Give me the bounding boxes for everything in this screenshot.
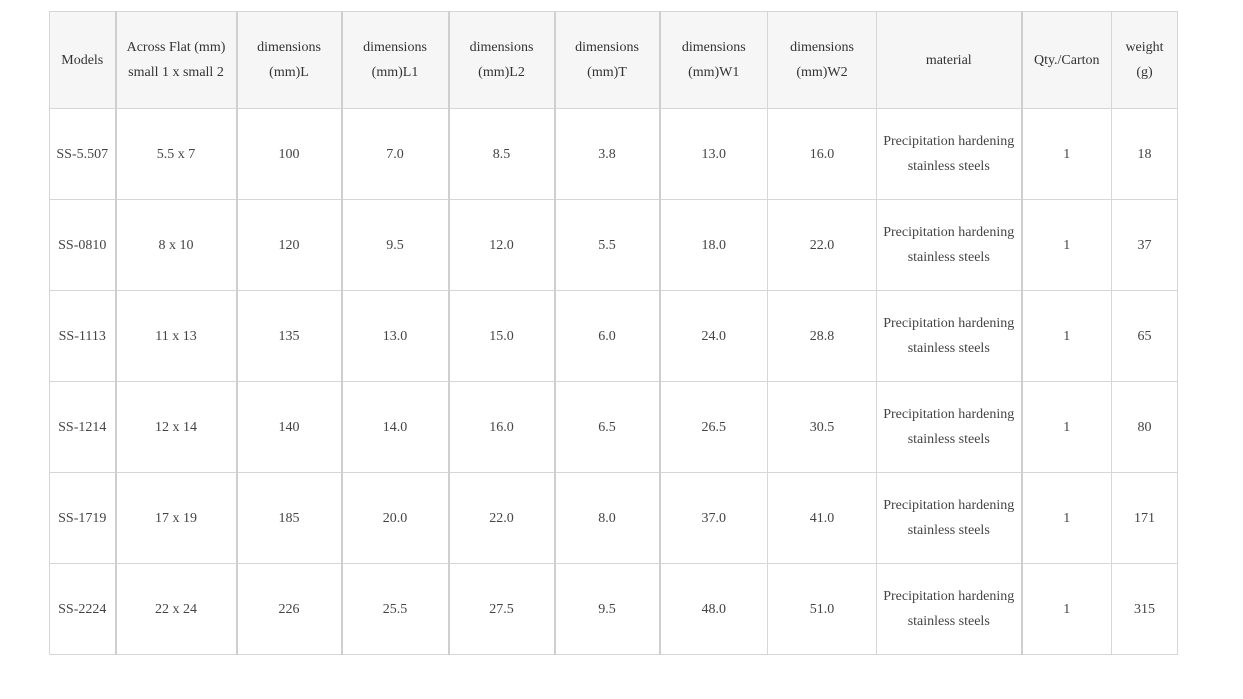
header-row <box>50 12 1178 109</box>
cell-qty-carton: 1 <box>1022 564 1112 655</box>
cell-weight: 18 <box>1112 109 1178 200</box>
cell-model: SS-1719 <box>50 473 116 564</box>
cell-dimension-l: 100 <box>237 109 342 200</box>
cell-dimension-l: 226 <box>237 564 342 655</box>
cell-weight: 171 <box>1112 473 1178 564</box>
cell-qty-carton: 1 <box>1022 291 1112 382</box>
cell-material: Precipitation hardening stainless steels <box>877 473 1022 564</box>
cell-dimension-t: 6.5 <box>555 382 660 473</box>
cell-weight: 65 <box>1112 291 1178 382</box>
cell-model: SS-5.507 <box>50 109 116 200</box>
table-row <box>50 382 1178 473</box>
cell-dimension-t: 3.8 <box>555 109 660 200</box>
cell-dimension-w2: 28.8 <box>768 291 877 382</box>
cell-weight: 37 <box>1112 200 1178 291</box>
cell-dimension-w2: 51.0 <box>768 564 877 655</box>
header-dimension-l2: dimensions (mm)L2 <box>449 12 555 109</box>
cell-dimension-l: 135 <box>237 291 342 382</box>
table-row <box>50 564 1178 655</box>
cell-dimension-w1: 24.0 <box>660 291 768 382</box>
table-row <box>50 473 1178 564</box>
cell-dimension-l1: 13.0 <box>342 291 449 382</box>
cell-dimension-l2: 15.0 <box>449 291 555 382</box>
cell-model: SS-1113 <box>50 291 116 382</box>
cell-model: SS-2224 <box>50 564 116 655</box>
cell-material: Precipitation hardening stainless steels <box>877 200 1022 291</box>
cell-material: Precipitation hardening stainless steels <box>877 564 1022 655</box>
cell-dimension-t: 6.0 <box>555 291 660 382</box>
cell-qty-carton: 1 <box>1022 382 1112 473</box>
header-qty-carton: Qty./Carton <box>1022 12 1112 109</box>
cell-dimension-w1: 26.5 <box>660 382 768 473</box>
table-row <box>50 200 1178 291</box>
cell-across-flat: 8 x 10 <box>116 200 237 291</box>
cell-weight: 315 <box>1112 564 1178 655</box>
cell-dimension-l: 120 <box>237 200 342 291</box>
cell-dimension-t: 5.5 <box>555 200 660 291</box>
cell-model: SS-1214 <box>50 382 116 473</box>
cell-dimension-l1: 14.0 <box>342 382 449 473</box>
cell-dimension-l1: 7.0 <box>342 109 449 200</box>
cell-dimension-l2: 16.0 <box>449 382 555 473</box>
cell-weight: 80 <box>1112 382 1178 473</box>
cell-dimension-l2: 22.0 <box>449 473 555 564</box>
cell-dimension-w1: 37.0 <box>660 473 768 564</box>
header-weight: weight (g) <box>1112 12 1178 109</box>
cell-across-flat: 17 x 19 <box>116 473 237 564</box>
cell-material: Precipitation hardening stainless steels <box>877 382 1022 473</box>
cell-dimension-l: 140 <box>237 382 342 473</box>
header-across-flat: Across Flat (mm) small 1 x small 2 <box>116 12 237 109</box>
cell-across-flat: 11 x 13 <box>116 291 237 382</box>
cell-dimension-t: 9.5 <box>555 564 660 655</box>
cell-qty-carton: 1 <box>1022 109 1112 200</box>
cell-dimension-w1: 13.0 <box>660 109 768 200</box>
cell-dimension-w2: 41.0 <box>768 473 877 564</box>
cell-dimension-l2: 12.0 <box>449 200 555 291</box>
cell-across-flat: 12 x 14 <box>116 382 237 473</box>
cell-dimension-l1: 25.5 <box>342 564 449 655</box>
header-dimension-l1: dimensions (mm)L1 <box>342 12 449 109</box>
cell-material: Precipitation hardening stainless steels <box>877 291 1022 382</box>
header-dimension-l: dimensions (mm)L <box>237 12 342 109</box>
cell-qty-carton: 1 <box>1022 200 1112 291</box>
cell-across-flat: 5.5 x 7 <box>116 109 237 200</box>
header-dimension-w2: dimensions (mm)W2 <box>768 12 877 109</box>
cell-dimension-l1: 9.5 <box>342 200 449 291</box>
header-material: material <box>877 12 1022 109</box>
cell-dimension-w2: 30.5 <box>768 382 877 473</box>
spec-table <box>49 11 1178 655</box>
cell-dimension-l2: 27.5 <box>449 564 555 655</box>
cell-dimension-w2: 16.0 <box>768 109 877 200</box>
header-dimension-t: dimensions (mm)T <box>555 12 660 109</box>
header-dimension-w1: dimensions (mm)W1 <box>660 12 768 109</box>
cell-material: Precipitation hardening stainless steels <box>877 109 1022 200</box>
spec-table-container <box>49 11 1178 655</box>
cell-qty-carton: 1 <box>1022 473 1112 564</box>
cell-model: SS-0810 <box>50 200 116 291</box>
cell-dimension-w1: 18.0 <box>660 200 768 291</box>
cell-dimension-l: 185 <box>237 473 342 564</box>
cell-dimension-l2: 8.5 <box>449 109 555 200</box>
cell-dimension-l1: 20.0 <box>342 473 449 564</box>
header-models: Models <box>50 12 116 109</box>
cell-across-flat: 22 x 24 <box>116 564 237 655</box>
cell-dimension-w1: 48.0 <box>660 564 768 655</box>
table-row <box>50 109 1178 200</box>
cell-dimension-t: 8.0 <box>555 473 660 564</box>
cell-dimension-w2: 22.0 <box>768 200 877 291</box>
table-row <box>50 291 1178 382</box>
